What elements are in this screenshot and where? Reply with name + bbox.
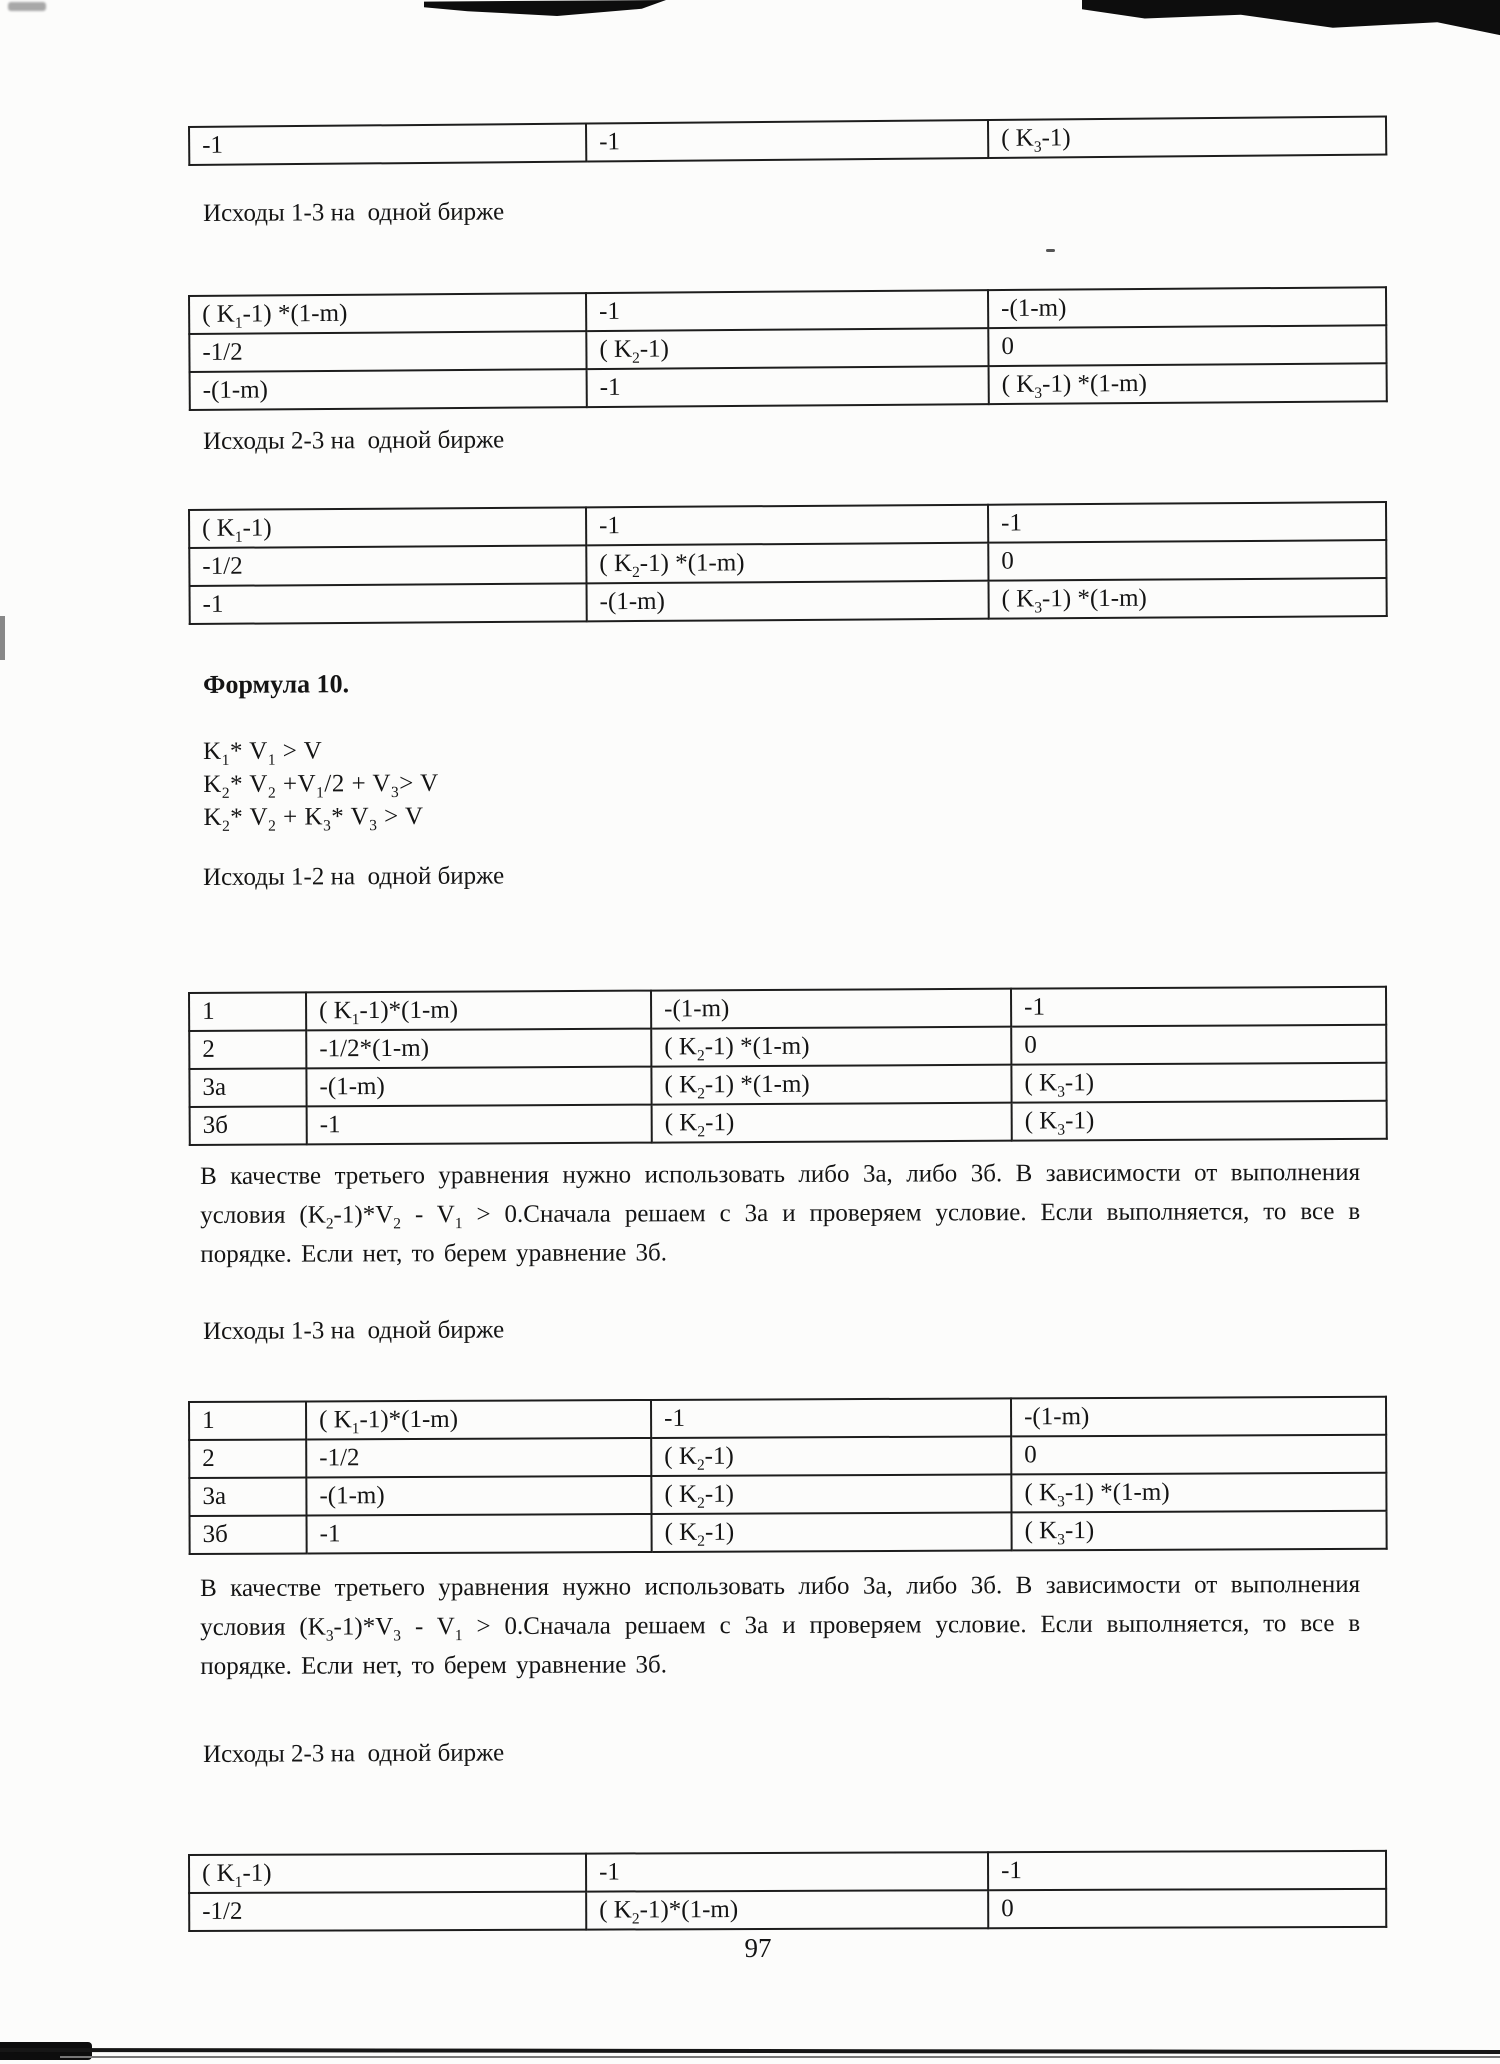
table-cell: 0 bbox=[1011, 1435, 1386, 1475]
table-cell: ( $K_2-1$) *(1-m) bbox=[586, 543, 988, 584]
table-cell: 0 bbox=[988, 325, 1386, 366]
scan-artifact-left-tick bbox=[0, 616, 5, 660]
table-row bbox=[189, 1063, 1386, 1107]
table-cell: 1 bbox=[189, 1401, 306, 1440]
table-cell: 2 bbox=[189, 1439, 306, 1478]
table-cell: ( $K_2-1$) bbox=[651, 1512, 1011, 1552]
table-cell: ( $K_2-1$) *(1-m) bbox=[651, 1065, 1011, 1105]
formula-10-heading: Формула 10. bbox=[203, 669, 350, 699]
table-row bbox=[189, 117, 1386, 165]
table-cell: -1 bbox=[586, 505, 988, 546]
outcomes-2-3-matrix-table bbox=[188, 501, 1388, 625]
note-paragraph-1-2: В качестве третьего уравнения нужно использовать либо 3а, либо 3б. В зависимости от выполнения условия $(K_2-1)*V_2 - V_1$ > 0.Сначала решаем с 3а и проверяем условие. Если выполняется, то все в порядке. Если нет, то берем уравнение 3б. bbox=[200, 1158, 1361, 1268]
table-cell: 0 bbox=[1011, 1025, 1386, 1065]
table-row bbox=[190, 363, 1387, 410]
table-cell: 2 bbox=[189, 1030, 306, 1069]
table-cell: -1 bbox=[307, 1105, 652, 1145]
outcomes-1-3-matrix-table bbox=[188, 286, 1388, 411]
section-heading-outcomes-2-3: Исходы 2-3 на одной бирже bbox=[203, 426, 505, 455]
table-cell: -1/2 bbox=[189, 331, 586, 372]
table-row bbox=[189, 987, 1386, 1031]
table-cell: ( $K_2-1$) bbox=[586, 328, 988, 369]
table-cell: -1 bbox=[307, 1514, 652, 1554]
table-cell: 1 bbox=[189, 992, 306, 1031]
section-heading-outcomes-2-3-b: Исходы 2-3 на одной бирже bbox=[203, 1739, 505, 1768]
table-cell: -(1-m) bbox=[587, 581, 989, 622]
table-cell: 3б bbox=[190, 1106, 307, 1145]
table-row bbox=[189, 1473, 1386, 1516]
table-cell: ( $K_2-1)*(1-m)$ bbox=[586, 1890, 988, 1929]
formula-line: $K_2*$ $V_2 +V_1/2 + V_3> V$ bbox=[203, 769, 439, 802]
table-cell: ( $K_3-1$) bbox=[1011, 1063, 1386, 1103]
scan-artifact-top-left-smudge bbox=[8, 2, 46, 11]
table-cell: ( $K_1-1)*(1-m)$ bbox=[306, 1400, 651, 1440]
table-cell: -1 bbox=[586, 290, 988, 331]
table-cell: -1/2 bbox=[189, 1892, 586, 1931]
table-cell: ( $K_3-1$) *(1-m) bbox=[988, 578, 1386, 619]
table-cell: ( $K_3-1$) bbox=[1012, 1101, 1387, 1141]
table-cell: -(1-m) bbox=[1011, 1397, 1386, 1437]
table-cell: ( $K_3-1$) *(1-m) bbox=[989, 363, 1387, 404]
table-cell: -(1-m) bbox=[651, 989, 1011, 1029]
table-cell: 3а bbox=[189, 1068, 306, 1107]
table-row bbox=[190, 1101, 1387, 1145]
table-cell: -1 bbox=[586, 1852, 988, 1891]
table-cell: -1 bbox=[988, 502, 1386, 543]
section-heading-outcomes-1-3-b: Исходы 1-3 на одной бирже bbox=[203, 1316, 505, 1345]
scan-artifact-stray-dot bbox=[1046, 249, 1055, 252]
table-cell: -(1-m) bbox=[190, 369, 587, 410]
table-cell: ( $K_3-1$) bbox=[1011, 1511, 1386, 1551]
table-row bbox=[189, 1025, 1386, 1069]
table-cell: -1 bbox=[1011, 987, 1386, 1027]
table-row bbox=[190, 1511, 1387, 1554]
table-cell: ( $K_1-1$) bbox=[189, 1854, 586, 1893]
table-cell: -(1-m) bbox=[988, 287, 1386, 328]
table-cell: 0 bbox=[988, 540, 1386, 581]
table-cell: -1 bbox=[190, 583, 587, 624]
table-cell: -1 bbox=[651, 1398, 1011, 1438]
table-row bbox=[190, 578, 1387, 624]
table-cell: -1 bbox=[586, 120, 988, 162]
table-row bbox=[189, 1851, 1386, 1893]
table-cell: ( $K_1-1$) bbox=[189, 507, 586, 548]
table-cell: -1/2*(1-m) bbox=[306, 1029, 651, 1069]
table-cell: ( $K_2-1$) *(1-m) bbox=[651, 1027, 1011, 1067]
scan-artifact-bottom-line bbox=[0, 2048, 1500, 2054]
table-cell: -(1-m) bbox=[306, 1476, 651, 1516]
table-cell: ( $K_2-1$) bbox=[651, 1436, 1011, 1476]
table-row bbox=[189, 1435, 1386, 1478]
formula-line: $K_2*$ $V_2 + K_3*$ $V_3 > V$ bbox=[203, 802, 424, 835]
table-cell: ( $K_1-1$) *(1-m) bbox=[189, 293, 586, 334]
carryover-table bbox=[188, 116, 1387, 166]
table-cell: -1 bbox=[587, 366, 989, 407]
table-cell: -1/2 bbox=[306, 1438, 651, 1478]
table-cell: ( $K_1-1)*(1-m)$ bbox=[306, 991, 651, 1031]
table-row bbox=[189, 1889, 1386, 1931]
table-cell: -(1-m) bbox=[306, 1067, 651, 1107]
outcomes-2-3-partial-table bbox=[188, 1850, 1387, 1932]
outcomes-1-3-equation-table bbox=[188, 1396, 1388, 1555]
scan-artifact-bottom-shadow bbox=[60, 2056, 1500, 2058]
section-heading-outcomes-1-2: Исходы 1-2 на одной бирже bbox=[203, 862, 505, 891]
table-cell: 3б bbox=[190, 1515, 307, 1554]
page-number: 97 bbox=[744, 1933, 772, 1963]
table-cell: -1 bbox=[988, 1851, 1386, 1890]
scan-artifact-top-right-bar bbox=[1082, 0, 1500, 37]
table-cell: -1 bbox=[189, 124, 586, 165]
table-cell: ( $K_3-1$) bbox=[988, 117, 1386, 158]
formula-block bbox=[203, 734, 439, 834]
note-paragraph-1-3: В качестве третьего уравнения нужно использовать либо 3а, либо 3б. В зависимости от выполнения условия $(K_3-1)*V_3 - V_1$ > 0.Сначала решаем с 3а и проверяем условие. Если выполняется, то все в порядке. Если нет, то берем уравнение 3б. bbox=[200, 1570, 1361, 1680]
section-heading-outcomes-1-3: Исходы 1-3 на одной бирже bbox=[203, 198, 505, 227]
table-cell: 0 bbox=[988, 1889, 1386, 1928]
table-cell: ( $K_2-1$) bbox=[651, 1474, 1011, 1514]
outcomes-1-2-equation-table bbox=[188, 986, 1388, 1146]
table-cell: ( $K_2-1$) bbox=[652, 1103, 1012, 1143]
table-cell: 3а bbox=[189, 1477, 306, 1516]
table-cell: -1/2 bbox=[189, 545, 586, 586]
table-row bbox=[189, 1397, 1386, 1440]
formula-line: $K_1*$ $V_1 > V$ bbox=[203, 737, 323, 769]
scan-artifact-top-middle-bar bbox=[424, 0, 666, 16]
table-cell: ( $K_3-1$) *(1-m) bbox=[1011, 1473, 1386, 1513]
